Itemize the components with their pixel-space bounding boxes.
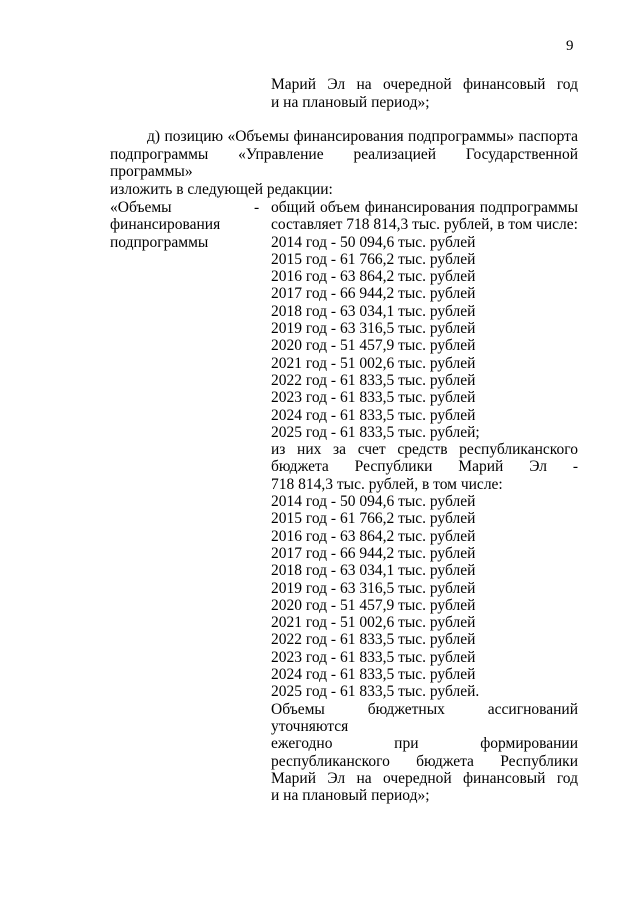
paragraph-d [110, 128, 578, 198]
year-total-row: 2025 год - 61 833,5 тыс. рублей; [271, 423, 480, 441]
year-total-row: 2015 год - 61 766,2 тыс. рублей [271, 250, 476, 268]
year-total-row: 2019 год - 63 316,5 тыс. рублей [271, 320, 476, 338]
closing-line: и на плановый период»; [271, 787, 430, 805]
continuation-line: Марий Эл на очередной финансовый год [271, 76, 578, 93]
year-total-row: 2021 год - 51 002,6 тыс. рублей [271, 354, 476, 372]
financing-label [110, 199, 250, 251]
year-republic-row: 2021 год - 51 002,6 тыс. рублей [271, 614, 476, 632]
closing-line: Марий Эл на очередной финансовый год [271, 769, 578, 787]
year-republic-row: 2024 год - 61 833,5 тыс. рублей [271, 666, 476, 684]
year-total-row: 2018 год - 63 034,1 тыс. рублей [271, 302, 476, 320]
page-number: 9 [566, 38, 574, 54]
total-line: общий объем финансирования подпрограммы [271, 199, 578, 216]
year-republic-row: 2015 год - 61 766,2 тыс. рублей [271, 510, 476, 528]
paragraph-line: изложить в следующей редакции: [110, 180, 333, 198]
year-republic-row: 2025 год - 61 833,5 тыс. рублей. [271, 683, 480, 701]
year-total-row: 2016 год - 63 864,2 тыс. рублей [271, 268, 476, 286]
year-republic-row: 2018 год - 63 034,1 тыс. рублей [271, 562, 476, 580]
financing-values [271, 199, 578, 804]
label-line: «Объемы [110, 199, 172, 216]
year-republic-row: 2020 год - 51 457,9 тыс. рублей [271, 596, 476, 614]
year-republic-row: 2019 год - 63 316,5 тыс. рублей [271, 579, 476, 597]
paragraph-line: д) позицию «Объемы финансирования подпрограммы» паспорта [147, 128, 578, 145]
closing-line: Объемы бюджетных ассигнований уточняются [271, 700, 578, 735]
year-total-row: 2022 год - 61 833,5 тыс. рублей [271, 371, 476, 389]
total-line: составляет 718 814,3 тыс. рублей, в том числе: [271, 216, 578, 234]
year-republic-row: 2022 год - 61 833,5 тыс. рублей [271, 631, 476, 649]
continuation-line: и на плановый период»; [271, 93, 430, 111]
year-republic-row: 2017 год - 66 944,2 тыс. рублей [271, 544, 476, 562]
year-total-row: 2023 год - 61 833,5 тыс. рублей [271, 389, 476, 407]
republic-line: из них за счет средств республиканского [271, 441, 578, 459]
republic-line: 718 814,3 тыс. рублей, в том числе: [271, 475, 503, 493]
label-line: финансирования [110, 216, 221, 234]
year-republic-row: 2023 год - 61 833,5 тыс. рублей [271, 648, 476, 666]
year-total-row: 2017 год - 66 944,2 тыс. рублей [271, 285, 476, 303]
continuation-text [271, 76, 578, 111]
label-line: подпрограммы [110, 233, 209, 251]
closing-line: республиканского бюджета Республики [271, 752, 578, 770]
republic-line: бюджета Республики Марий Эл - [271, 458, 578, 476]
paragraph-line: подпрограммы «Управление реализацией Государственной программы» [110, 145, 578, 180]
year-total-row: 2024 год - 61 833,5 тыс. рублей [271, 406, 476, 424]
year-total-row: 2014 год - 50 094,6 тыс. рублей [271, 233, 476, 251]
year-republic-row: 2014 год - 50 094,6 тыс. рублей [271, 493, 476, 511]
separator-dash: - [254, 199, 260, 216]
closing-line: ежегодно при формировании [271, 735, 578, 753]
year-republic-row: 2016 год - 63 864,2 тыс. рублей [271, 527, 476, 545]
year-total-row: 2020 год - 51 457,9 тыс. рублей [271, 337, 476, 355]
